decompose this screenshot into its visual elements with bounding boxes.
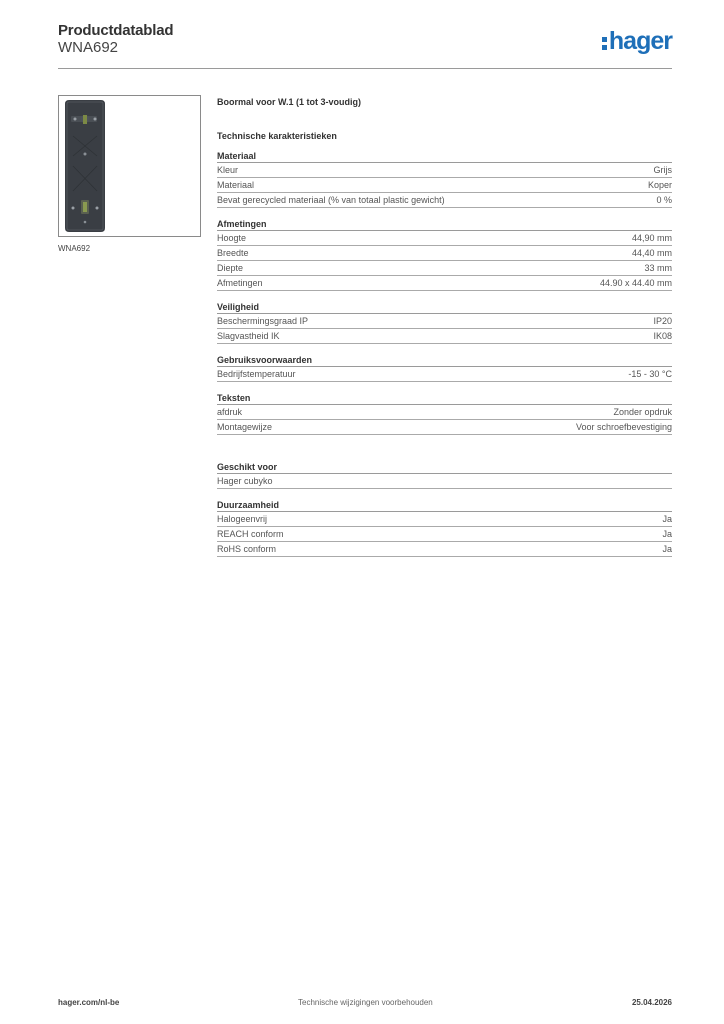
spec-row bbox=[217, 420, 672, 435]
spec-value: IK08 bbox=[653, 331, 672, 341]
section-title: Geschikt voor bbox=[217, 461, 672, 474]
spec-section bbox=[217, 301, 672, 344]
spec-value: 44.90 x 44.40 mm bbox=[599, 278, 672, 288]
spec-row bbox=[217, 474, 672, 489]
spec-value: 33 mm bbox=[644, 263, 672, 273]
spec-label: Hager cubyko bbox=[217, 476, 273, 486]
spec-row bbox=[217, 163, 672, 178]
section-title: Gebruiksvoorwaarden bbox=[217, 354, 672, 367]
spec-row bbox=[217, 405, 672, 420]
header-divider bbox=[58, 68, 672, 69]
spec-value: 0 % bbox=[656, 195, 672, 205]
page-footer bbox=[58, 998, 672, 1010]
spec-section bbox=[217, 392, 672, 435]
spec-row bbox=[217, 329, 672, 344]
section-title: Duurzaamheid bbox=[217, 499, 672, 512]
specs-content bbox=[217, 96, 672, 557]
logo-dots-icon bbox=[602, 37, 607, 50]
spec-value: IP20 bbox=[653, 316, 672, 326]
page-header bbox=[58, 22, 672, 70]
spec-row bbox=[217, 246, 672, 261]
spec-section bbox=[217, 499, 672, 557]
spec-value: -15 - 30 °C bbox=[628, 369, 672, 379]
spec-label: RoHS conform bbox=[217, 544, 277, 554]
spec-row bbox=[217, 314, 672, 329]
spec-value: Ja bbox=[662, 544, 672, 554]
spec-value: Voor schroefbevestiging bbox=[575, 422, 672, 432]
tech-title: Technische karakteristieken bbox=[217, 131, 337, 141]
spec-label: afdruk bbox=[217, 407, 243, 417]
spec-value: Grijs bbox=[653, 165, 672, 175]
spec-label: Montagewijze bbox=[217, 422, 273, 432]
spec-section bbox=[217, 218, 672, 291]
spec-sections bbox=[217, 150, 672, 557]
spec-label: Hoogte bbox=[217, 233, 247, 243]
spec-value: 44,40 mm bbox=[631, 248, 672, 258]
footer-website: hager.com/nl-be bbox=[58, 998, 120, 1007]
spec-row bbox=[217, 178, 672, 193]
spec-label: REACH conform bbox=[217, 529, 284, 539]
spec-value: Koper bbox=[647, 180, 672, 190]
spec-label: Beschermingsgraad IP bbox=[217, 316, 309, 326]
spec-row bbox=[217, 276, 672, 291]
spec-label: Materiaal bbox=[217, 180, 255, 190]
spec-label: Afmetingen bbox=[217, 278, 263, 288]
spec-row bbox=[217, 542, 672, 557]
spec-label: Halogeenvrij bbox=[217, 514, 268, 524]
spec-value: 44,90 mm bbox=[631, 233, 672, 243]
logo-text: hager bbox=[608, 26, 672, 55]
image-caption: WNA692 bbox=[58, 244, 91, 253]
spec-row bbox=[217, 367, 672, 382]
section-title: Afmetingen bbox=[217, 218, 672, 231]
footer-note: Technische wijzigingen voorbehouden bbox=[298, 998, 433, 1007]
spec-row bbox=[217, 193, 672, 208]
product-image bbox=[58, 95, 201, 237]
spec-value: Zonder opdruk bbox=[613, 407, 672, 417]
section-title: Materiaal bbox=[217, 150, 672, 163]
spec-value: Ja bbox=[662, 529, 672, 539]
spec-section bbox=[217, 150, 672, 208]
spec-label: Breedte bbox=[217, 248, 249, 258]
section-title: Veiligheid bbox=[217, 301, 672, 314]
section-title: Teksten bbox=[217, 392, 672, 405]
spec-label: Bevat gerecycled materiaal (% van totaal plastic gewicht) bbox=[217, 195, 445, 205]
spec-value: Ja bbox=[662, 514, 672, 524]
spec-label: Kleur bbox=[217, 165, 239, 175]
spec-row bbox=[217, 231, 672, 246]
product-title: Boormal voor W.1 (1 tot 3-voudig) bbox=[217, 97, 362, 107]
spec-row bbox=[217, 261, 672, 276]
spec-section bbox=[217, 461, 672, 489]
document-title: Productdatablad bbox=[58, 22, 174, 39]
spec-row bbox=[217, 527, 672, 542]
product-code: WNA692 bbox=[58, 39, 119, 56]
hager-logo bbox=[602, 26, 672, 56]
spec-section bbox=[217, 354, 672, 382]
footer-date: 25.04.2026 bbox=[631, 998, 672, 1007]
spec-label: Slagvastheid IK bbox=[217, 331, 280, 341]
spec-label: Diepte bbox=[217, 263, 244, 273]
drilling-template-image bbox=[59, 96, 200, 236]
spec-row bbox=[217, 512, 672, 527]
spec-label: Bedrijfstemperatuur bbox=[217, 369, 296, 379]
